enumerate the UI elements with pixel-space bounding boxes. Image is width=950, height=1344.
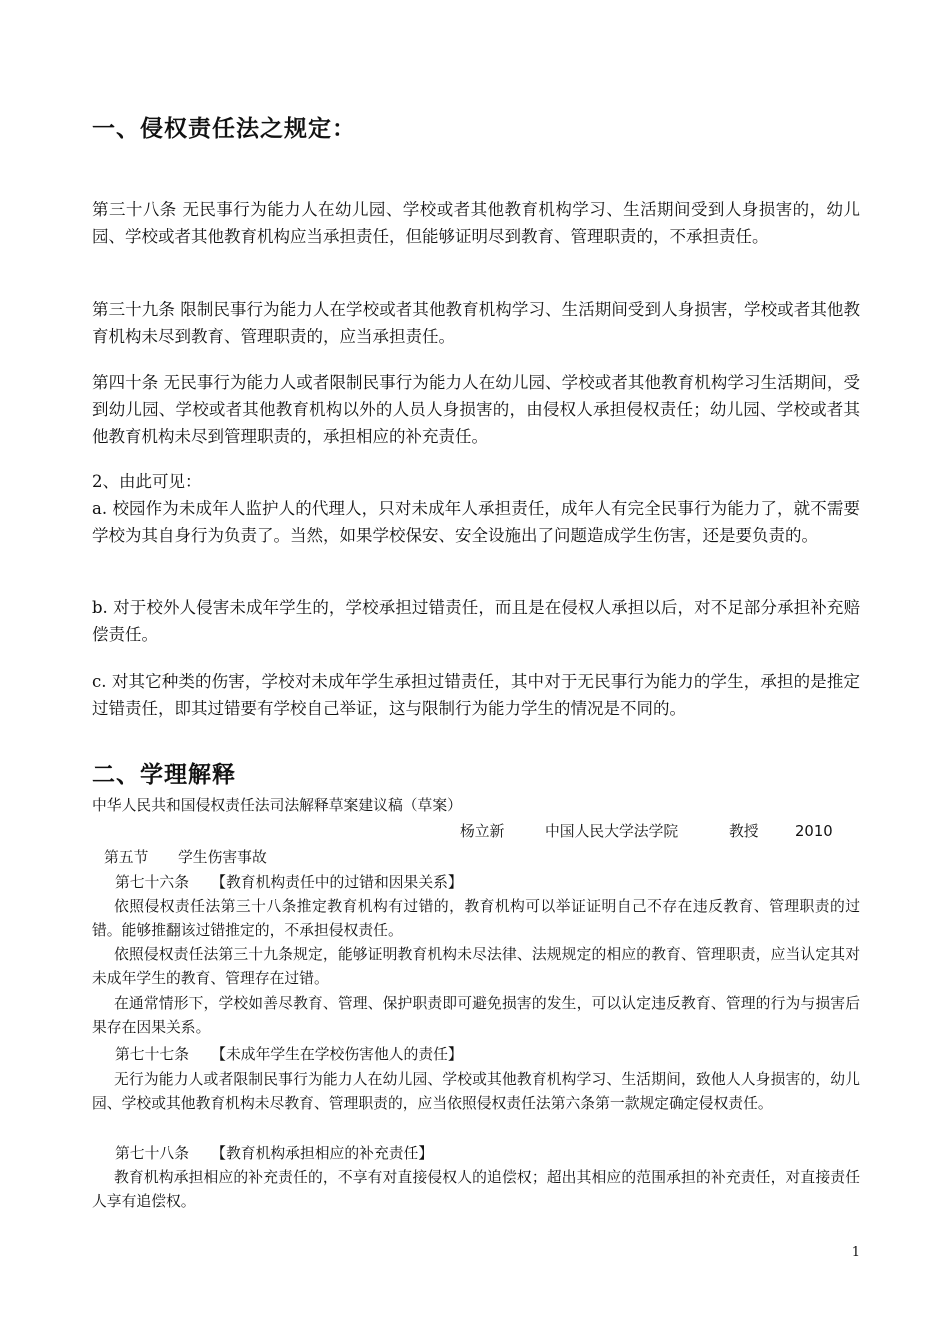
point-a: a. 校园作为未成年人监护人的代理人，只对未成年人承担责任，成年人有完全民事行为能力了，就不需要学校为其自身行为负责了。当然，如果学校保安、安全设施出了问题造成学生伤害，还是要负责的。 [92,499,860,545]
draft-title: 中华人民共和国侵权责任法司法解释草案建议稿（草案） [92,797,462,814]
point-b: b. 对于校外人侵害未成年学生的，学校承担过错责任，而且是在侵权人承担以后，对不足部分承担补充赔偿责任。 [92,598,860,644]
section-2-title: 二、学理解释 [92,762,236,788]
author-name: 杨立新 [460,823,505,840]
section-1-title: 一、侵权责任法之规定： [92,116,356,142]
article-40: 第四十条 无民事行为能力人或者限制民事行为能力人在幼儿园、学校或者其他教育机构学习生活期间，受到幼儿园、学校或者其他教育机构以外的人员人身损害的，由侵权人承担侵权责任；幼儿园、学校或者其他教育机构未尽到管理职责的，承担相应的补充责任。 [92,373,860,446]
chapter-heading: 第五节 学生伤害事故 [104,849,267,866]
article-77-heading: 第七十七条 【未成年学生在学校伤害他人的责任】 [115,1046,463,1063]
article-78-heading: 第七十八条 【教育机构承担相应的补充责任】 [115,1145,434,1162]
publication-year: 2010 [795,823,833,840]
conclusion-heading: 2、由此可见： [92,472,202,491]
article-76-heading: 第七十六条 【教育机构责任中的过错和因果关系】 [115,874,463,891]
article-78-paragraph-1: 教育机构承担相应的补充责任的，不享有对直接侵权人的追偿权；超出其相应的范围承担的补充责任，对直接责任人享有追偿权。 [92,1169,860,1210]
article-76-paragraph-2: 依照侵权责任法第三十九条规定，能够证明教育机构未尽法律、法规规定的相应的教育、管理职责，应当认定其对未成年学生的教育、管理存在过错。 [92,946,860,987]
article-38: 第三十八条 无民事行为能力人在幼儿园、学校或者其他教育机构学习、生活期间受到人身损害的，幼儿园、学校或者其他教育机构应当承担责任，但能够证明尽到教育、管理职责的，不承担责任。 [92,200,860,246]
article-39: 第三十九条 限制民事行为能力人在学校或者其他教育机构学习、生活期间受到人身损害，学校或者其他教育机构未尽到教育、管理职责的，应当承担责任。 [92,300,860,346]
point-c: c. 对其它种类的伤害，学校对未成年学生承担过错责任，其中对于无民事行为能力的学生，承担的是推定过错责任，即其过错要有学校自己举证，这与限制行为能力学生的情况是不同的。 [92,672,860,718]
article-76-paragraph-1: 依照侵权责任法第三十八条推定教育机构有过错的，教育机构可以举证证明自己不存在违反教育、管理职责的过错。能够推翻该过错推定的，不承担侵权责任。 [92,898,860,939]
page-number: 1 [851,1245,860,1260]
article-76-paragraph-3: 在通常情形下，学校如善尽教育、管理、保护职责即可避免损害的发生，可以认定违反教育、管理的行为与损害后果存在因果关系。 [92,995,860,1036]
article-77-paragraph-1: 无行为能力人或者限制民事行为能力人在幼儿园、学校或其他教育机构学习、生活期间，致他人人身损害的，幼儿园、学校或其他教育机构未尽教育、管理职责的，应当依照侵权责任法第六条第一款规定确定侵权责任。 [92,1071,860,1112]
author-position: 教授 [729,823,759,840]
author-institution: 中国人民大学法学院 [545,823,679,840]
